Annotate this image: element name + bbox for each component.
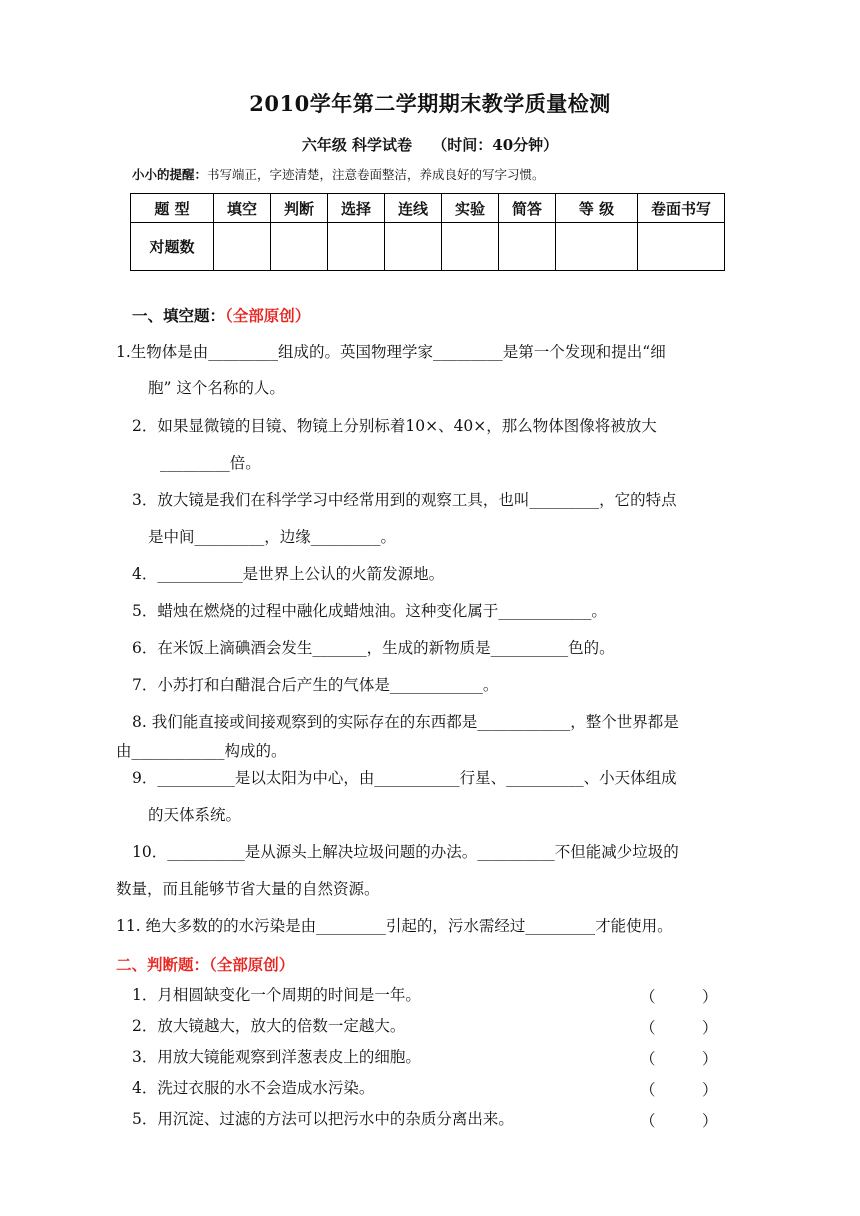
- question-line: 5．蜡烛在燃烧的过程中融化成蜡烛油。这种变化属于____________。: [132, 602, 607, 620]
- answer-paren[interactable]: （ ）: [640, 1019, 718, 1037]
- section1-heading: [132, 304, 310, 326]
- judge-item: 3．用放大镜能观察到洋葱表皮上的细胞。: [132, 1048, 421, 1066]
- reminder-label: 小小的提醒：: [132, 167, 208, 182]
- question-line: 7．小苏打和白醋混合后产生的气体是____________。: [132, 676, 499, 694]
- question-line: 由____________构成的。: [116, 742, 287, 760]
- judge-item: 1．月相圆缺变化一个周期的时间是一年。: [132, 986, 421, 1004]
- question-line: 10．__________是从源头上解决垃圾问题的办法。__________不但能减少垃圾的: [132, 843, 679, 861]
- score-cell[interactable]: [499, 223, 556, 271]
- question-line: 1.生物体是由_________组成的。英国物理学家_________是第一个发现和提出“细: [116, 343, 666, 361]
- score-cell[interactable]: [556, 223, 638, 271]
- header-cell-fill: 填空: [214, 194, 271, 223]
- score-cell[interactable]: [214, 223, 271, 271]
- question-line: 8. 我们能直接或间接观察到的实际存在的东西都是____________，整个世界都是: [132, 713, 679, 731]
- judge-item: 5．用沉淀、过滤的方法可以把污水中的杂质分离出来。: [132, 1110, 514, 1128]
- score-cell[interactable]: [385, 223, 442, 271]
- answer-paren[interactable]: （ ）: [640, 1112, 718, 1130]
- section2-heading: [116, 953, 294, 975]
- answer-paren[interactable]: （ ）: [640, 1050, 718, 1068]
- score-table: [130, 193, 725, 271]
- question-line: 2．如果显微镜的目镜、物镜上分别标着10×、40×，那么物体图像将被放大: [132, 417, 657, 435]
- header-cell-judge: 判断: [271, 194, 328, 223]
- score-table-row: [131, 223, 725, 271]
- score-cell[interactable]: [638, 223, 725, 271]
- header-cell-experiment: 实验: [442, 194, 499, 223]
- score-cell[interactable]: [442, 223, 499, 271]
- question-line: 9．__________是以太阳为中心，由___________行星、__________、小天体组成: [132, 769, 677, 787]
- exam-title: 2010学年第二学期期末教学质量检测: [249, 91, 611, 116]
- section2-title: 二、判断题：: [116, 955, 210, 974]
- answer-paren[interactable]: （ ）: [640, 988, 718, 1006]
- question-line: 的天体系统。: [148, 806, 242, 824]
- header-cell-match: 连线: [385, 194, 442, 223]
- question-line: 6．在米饭上滴碘酒会发生_______，生成的新物质是__________色的。: [132, 639, 615, 657]
- section2-note: （全部原创）: [209, 955, 295, 974]
- header-cell-short-answer: 简答: [499, 194, 556, 223]
- header-cell-neatness: 卷面书写: [638, 194, 725, 223]
- header-cell-grade: 等 级: [556, 194, 638, 223]
- judge-item: 4．洗过衣服的水不会造成水污染。: [132, 1079, 375, 1097]
- header-cell-choice: 选择: [328, 194, 385, 223]
- reminder-text: 书写端正，字迹清楚，注意卷面整洁，养成良好的写字习惯。: [207, 167, 545, 182]
- score-table-header-row: [131, 194, 725, 223]
- exam-subtitle: 六年级 科学试卷 （时间：40分钟）: [301, 136, 559, 154]
- question-line: 胞” 这个名称的人。: [148, 379, 285, 397]
- question-line: 数量，而且能够节省大量的自然资源。: [116, 880, 380, 898]
- judge-item: 2．放大镜越大，放大的倍数一定越大。: [132, 1017, 406, 1035]
- question-line: 是中间_________，边缘_________。: [148, 528, 397, 546]
- score-cell[interactable]: [328, 223, 385, 271]
- question-line: 3．放大镜是我们在科学学习中经常用到的观察工具，也叫_________，它的特点: [132, 491, 677, 509]
- score-cell[interactable]: [271, 223, 328, 271]
- answer-paren[interactable]: （ ）: [640, 1081, 718, 1099]
- section1-note: （全部原创）: [225, 306, 311, 325]
- row-label-correct-count: 对题数: [131, 223, 214, 271]
- section1-title: 一、填空题：: [132, 306, 226, 325]
- question-line: 11. 绝大多数的的水污染是由_________引起的，污水需经过_________才能使用。: [116, 917, 673, 935]
- question-line: _________倍。: [160, 454, 261, 472]
- question-line: 4．___________是世界上公认的火箭发源地。: [132, 565, 445, 583]
- reminder: [132, 165, 545, 183]
- header-cell-type: 题 型: [131, 194, 214, 223]
